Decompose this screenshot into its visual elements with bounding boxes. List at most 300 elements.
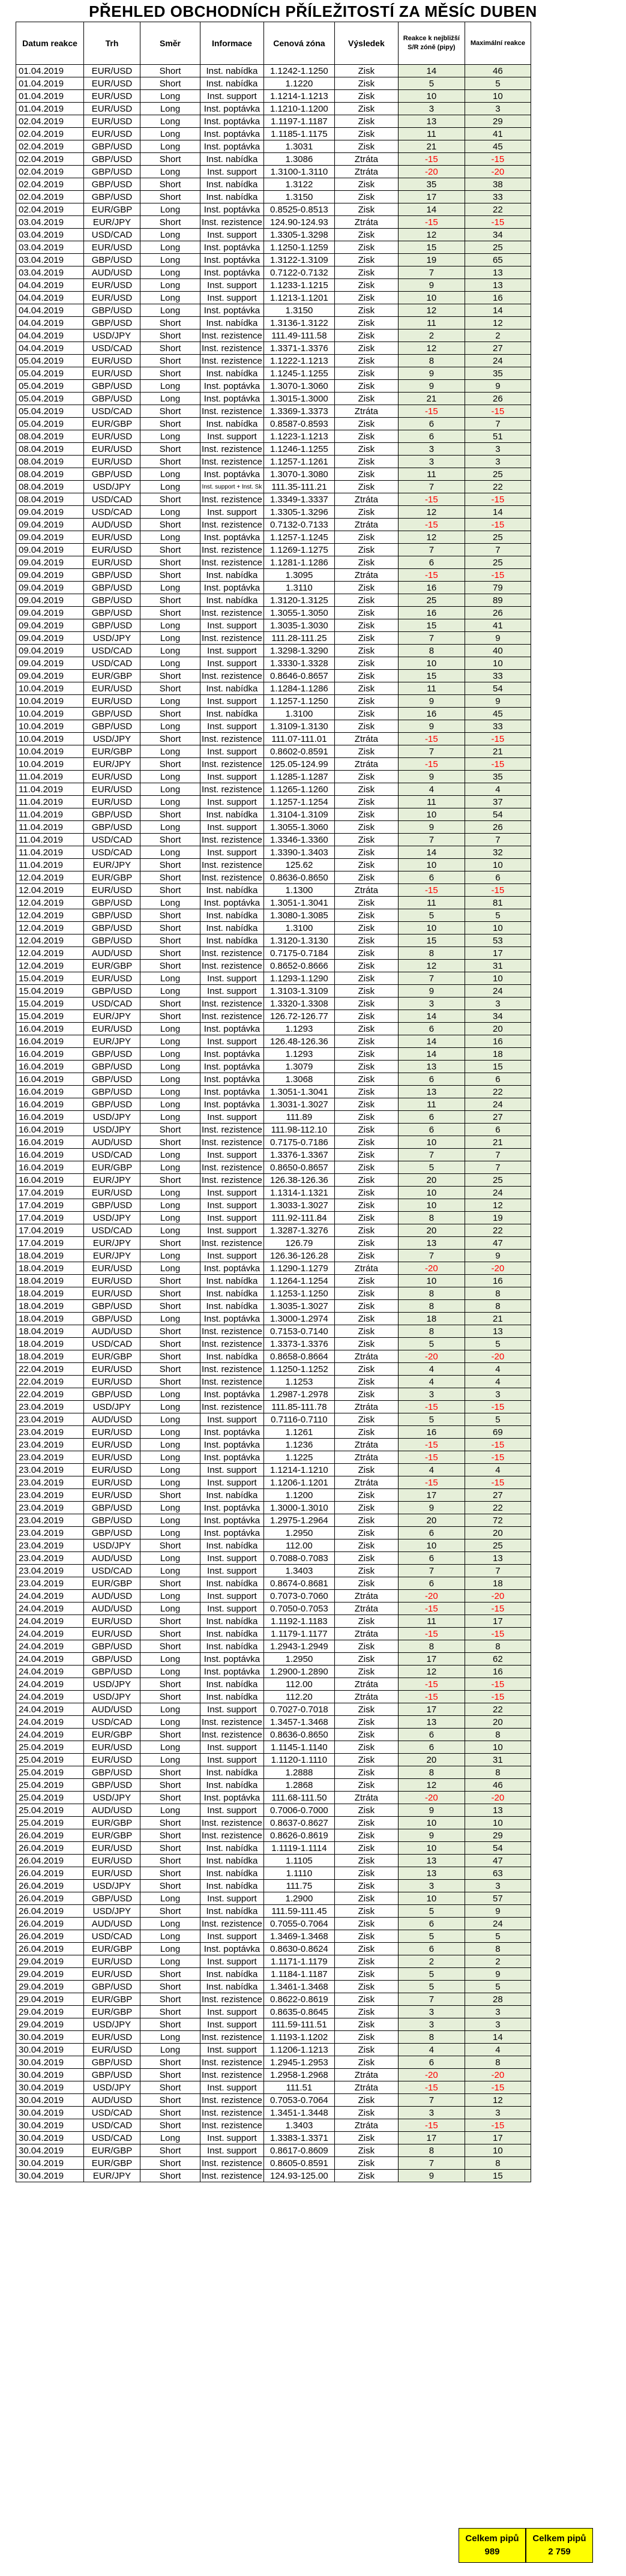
table-row	[16, 241, 531, 254]
cell-direction: Long	[140, 1716, 200, 1729]
cell-market: EUR/USD	[84, 1376, 140, 1388]
cell-date: 26.04.2019	[16, 1930, 84, 1943]
cell-zone: 0.8652-0.8666	[263, 960, 334, 972]
cell-direction: Long	[140, 2132, 200, 2144]
table-row	[16, 2018, 531, 2031]
cell-max-reaction: 4	[465, 783, 531, 796]
cell-max-reaction: 5	[465, 1930, 531, 1943]
cell-market: GBP/USD	[84, 1514, 140, 1527]
table-row	[16, 1287, 531, 1300]
cell-reaction: 7	[398, 2094, 465, 2107]
cell-date: 01.04.2019	[16, 77, 84, 90]
cell-zone: 1.3376-1.3367	[263, 1149, 334, 1161]
cell-market: USD/JPY	[84, 1792, 140, 1804]
table-row	[16, 758, 531, 771]
cell-market: EUR/USD	[84, 1754, 140, 1766]
cell-info: Inst. poptávka	[200, 1086, 264, 1098]
cell-max-reaction: 24	[465, 1187, 531, 1199]
cell-direction: Long	[140, 140, 200, 153]
table-row	[16, 1388, 531, 1401]
cell-result: Zisk	[334, 1199, 398, 1212]
cell-direction: Short	[140, 1829, 200, 1842]
cell-direction: Long	[140, 1527, 200, 1539]
cell-info: Inst. rezistence	[200, 947, 264, 960]
cell-zone: 1.3055-1.3050	[263, 607, 334, 619]
cell-zone: 0.7116-0.7110	[263, 1413, 334, 1426]
cell-reaction: 11	[398, 682, 465, 695]
cell-market: EUR/USD	[84, 1426, 140, 1439]
cell-date: 29.04.2019	[16, 2006, 84, 2018]
cell-market: USD/JPY	[84, 632, 140, 645]
table-row	[16, 393, 531, 405]
cell-direction: Long	[140, 166, 200, 178]
table-row	[16, 1981, 531, 1993]
cell-zone: 1.3120-1.3130	[263, 934, 334, 947]
table-row	[16, 645, 531, 657]
cell-reaction: 11	[398, 128, 465, 140]
cell-direction: Short	[140, 1615, 200, 1628]
cell-date: 25.04.2019	[16, 1792, 84, 1804]
cell-direction: Long	[140, 1048, 200, 1061]
cell-result: Zisk	[334, 998, 398, 1010]
cell-zone: 0.7053-0.7064	[263, 2094, 334, 2107]
cell-result: Zisk	[334, 140, 398, 153]
cell-info: Inst. poptávka	[200, 393, 264, 405]
cell-max-reaction: 8	[465, 1766, 531, 1779]
cell-reaction: 9	[398, 821, 465, 834]
cell-date: 02.04.2019	[16, 166, 84, 178]
cell-direction: Long	[140, 1464, 200, 1476]
cell-direction: Short	[140, 1376, 200, 1388]
table-row	[16, 783, 531, 796]
cell-reaction: 8	[398, 645, 465, 657]
cell-date: 09.04.2019	[16, 531, 84, 544]
cell-reaction: 8	[398, 2031, 465, 2044]
cell-date: 08.04.2019	[16, 468, 84, 481]
cell-result: Zisk	[334, 771, 398, 783]
cell-info: Inst. nabídka	[200, 922, 264, 934]
cell-max-reaction: 13	[465, 1804, 531, 1817]
table-row	[16, 1577, 531, 1590]
cell-zone: 1.1257-1.1254	[263, 796, 334, 808]
cell-max-reaction: 45	[465, 140, 531, 153]
cell-direction: Short	[140, 153, 200, 166]
table-row	[16, 922, 531, 934]
cell-reaction: 20	[398, 1224, 465, 1237]
cell-market: GBP/USD	[84, 821, 140, 834]
cell-result: Zisk	[334, 2094, 398, 2107]
cell-max-reaction: 7	[465, 418, 531, 430]
cell-info: Inst. rezistence	[200, 1338, 264, 1350]
cell-direction: Short	[140, 178, 200, 191]
cell-result: Zisk	[334, 2031, 398, 2044]
cell-market: GBP/USD	[84, 1048, 140, 1061]
cell-reaction: 6	[398, 1111, 465, 1124]
cell-direction: Short	[140, 556, 200, 569]
cell-zone: 1.2943-1.2949	[263, 1640, 334, 1653]
cell-date: 29.04.2019	[16, 1993, 84, 2006]
table-row	[16, 708, 531, 720]
cell-reaction: 6	[398, 418, 465, 430]
cell-date: 17.04.2019	[16, 1237, 84, 1250]
cell-result: Ztráta	[334, 1602, 398, 1615]
cell-date: 29.04.2019	[16, 1981, 84, 1993]
cell-date: 30.04.2019	[16, 2081, 84, 2094]
cell-info: Inst. nabídka	[200, 418, 264, 430]
cell-max-reaction: 25	[465, 556, 531, 569]
cell-zone: 1.3068	[263, 1073, 334, 1086]
table-row	[16, 934, 531, 947]
table-row	[16, 682, 531, 695]
total-max-value: 2 759	[548, 2547, 571, 2557]
table-row	[16, 1804, 531, 1817]
table-row	[16, 1086, 531, 1098]
cell-info: Inst. support	[200, 1413, 264, 1426]
table-row	[16, 481, 531, 493]
cell-info: Inst. poptávka	[200, 254, 264, 266]
cell-market: EUR/USD	[84, 544, 140, 556]
cell-zone: 0.7027-0.7018	[263, 1703, 334, 1716]
cell-reaction: 10	[398, 808, 465, 821]
cell-info: Inst. rezistence	[200, 2119, 264, 2132]
cell-reaction: -15	[398, 493, 465, 506]
cell-reaction: -15	[398, 2081, 465, 2094]
cell-zone: 1.1220	[263, 77, 334, 90]
cell-direction: Short	[140, 960, 200, 972]
cell-max-reaction: 25	[465, 468, 531, 481]
cell-zone: 112.00	[263, 1539, 334, 1552]
cell-direction: Short	[140, 2018, 200, 2031]
cell-date: 09.04.2019	[16, 645, 84, 657]
cell-zone: 124.90-124.93	[263, 216, 334, 229]
table-row	[16, 531, 531, 544]
cell-result: Zisk	[334, 1338, 398, 1350]
cell-zone: 0.8674-0.8681	[263, 1577, 334, 1590]
cell-market: EUR/USD	[84, 241, 140, 254]
cell-market: EUR/JPY	[84, 1237, 140, 1250]
cell-info: Inst. rezistence	[200, 1174, 264, 1187]
cell-direction: Long	[140, 506, 200, 519]
header-direction: Směr	[140, 22, 200, 65]
cell-max-reaction: 27	[465, 1489, 531, 1502]
cell-direction: Long	[140, 304, 200, 317]
cell-info: Inst. poptávka	[200, 1073, 264, 1086]
cell-result: Zisk	[334, 1754, 398, 1766]
cell-reaction: 10	[398, 859, 465, 871]
cell-date: 03.04.2019	[16, 266, 84, 279]
cell-date: 15.04.2019	[16, 985, 84, 998]
cell-zone: 125.05-124.99	[263, 758, 334, 771]
cell-direction: Short	[140, 519, 200, 531]
cell-max-reaction: -20	[465, 2069, 531, 2081]
cell-market: EUR/GBP	[84, 2144, 140, 2157]
table-row	[16, 1880, 531, 1892]
cell-market: USD/CAD	[84, 506, 140, 519]
cell-reaction: 6	[398, 871, 465, 884]
table-row	[16, 430, 531, 443]
cell-info: Inst. nabídka	[200, 1489, 264, 1502]
cell-reaction: 5	[398, 1413, 465, 1426]
cell-date: 09.04.2019	[16, 657, 84, 670]
cell-info: Inst. nabídka	[200, 191, 264, 203]
table-row	[16, 1741, 531, 1754]
cell-direction: Long	[140, 1943, 200, 1955]
cell-date: 30.04.2019	[16, 2144, 84, 2157]
cell-date: 05.04.2019	[16, 418, 84, 430]
cell-market: AUD/USD	[84, 1602, 140, 1615]
cell-direction: Short	[140, 1905, 200, 1918]
cell-date: 04.04.2019	[16, 292, 84, 304]
table-row	[16, 1955, 531, 1968]
table-row	[16, 1250, 531, 1262]
cell-market: USD/JPY	[84, 330, 140, 342]
table-row	[16, 1539, 531, 1552]
cell-date: 22.04.2019	[16, 1363, 84, 1376]
cell-max-reaction: 31	[465, 1754, 531, 1766]
cell-reaction: -15	[398, 405, 465, 418]
cell-date: 24.04.2019	[16, 1628, 84, 1640]
cell-date: 10.04.2019	[16, 682, 84, 695]
cell-date: 05.04.2019	[16, 355, 84, 367]
cell-result: Zisk	[334, 544, 398, 556]
cell-market: EUR/GBP	[84, 2006, 140, 2018]
cell-max-reaction: 25	[465, 531, 531, 544]
cell-info: Inst. support	[200, 1804, 264, 1817]
table-row	[16, 77, 531, 90]
cell-reaction: 4	[398, 2044, 465, 2056]
cell-result: Ztráta	[334, 1792, 398, 1804]
cell-info: Inst. poptávka	[200, 241, 264, 254]
cell-market: GBP/USD	[84, 922, 140, 934]
cell-reaction: 10	[398, 1187, 465, 1199]
cell-info: Inst. nabídka	[200, 808, 264, 821]
cell-date: 23.04.2019	[16, 1489, 84, 1502]
cell-info: Inst. nabídka	[200, 1968, 264, 1981]
table-row	[16, 1464, 531, 1476]
cell-date: 09.04.2019	[16, 632, 84, 645]
cell-direction: Short	[140, 418, 200, 430]
cell-zone: 1.3015-1.3000	[263, 393, 334, 405]
table-row	[16, 1275, 531, 1287]
cell-info: Inst. rezistence	[200, 544, 264, 556]
cell-zone: 1.3305-1.3298	[263, 229, 334, 241]
cell-market: EUR/USD	[84, 77, 140, 90]
cell-date: 24.04.2019	[16, 1602, 84, 1615]
cell-zone: 1.3403	[263, 2119, 334, 2132]
cell-zone: 1.1264-1.1254	[263, 1275, 334, 1287]
table-row	[16, 2132, 531, 2144]
cell-max-reaction: 12	[465, 2094, 531, 2107]
cell-market: AUD/USD	[84, 1552, 140, 1565]
cell-max-reaction: -15	[465, 1628, 531, 1640]
cell-date: 30.04.2019	[16, 2157, 84, 2170]
cell-max-reaction: 79	[465, 582, 531, 594]
cell-reaction: -15	[398, 1439, 465, 1451]
cell-info: Inst. nabídka	[200, 1628, 264, 1640]
cell-market: EUR/GBP	[84, 1729, 140, 1741]
cell-date: 23.04.2019	[16, 1514, 84, 1527]
cell-direction: Short	[140, 834, 200, 846]
table-row	[16, 1943, 531, 1955]
cell-direction: Long	[140, 1212, 200, 1224]
cell-date: 04.04.2019	[16, 342, 84, 355]
cell-info: Inst. poptávka	[200, 1943, 264, 1955]
cell-max-reaction: 14	[465, 2031, 531, 2044]
cell-date: 08.04.2019	[16, 481, 84, 493]
cell-max-reaction: 7	[465, 1565, 531, 1577]
cell-reaction: 10	[398, 1539, 465, 1552]
table-row	[16, 506, 531, 519]
cell-zone: 1.3051-1.3041	[263, 897, 334, 909]
cell-market: GBP/USD	[84, 140, 140, 153]
cell-info: Inst. nabídka	[200, 1287, 264, 1300]
cell-max-reaction: 3	[465, 1388, 531, 1401]
cell-reaction: 4	[398, 783, 465, 796]
table-row	[16, 1691, 531, 1703]
cell-market: GBP/USD	[84, 191, 140, 203]
cell-date: 26.04.2019	[16, 1842, 84, 1855]
cell-date: 23.04.2019	[16, 1502, 84, 1514]
cell-reaction: 3	[398, 456, 465, 468]
cell-reaction: 13	[398, 1716, 465, 1729]
cell-date: 22.04.2019	[16, 1388, 84, 1401]
table-row	[16, 1502, 531, 1514]
cell-market: EUR/GBP	[84, 203, 140, 216]
cell-market: EUR/USD	[84, 103, 140, 115]
cell-direction: Long	[140, 481, 200, 493]
cell-date: 16.04.2019	[16, 1149, 84, 1161]
cell-zone: 1.1284-1.1286	[263, 682, 334, 695]
cell-direction: Short	[140, 934, 200, 947]
table-row	[16, 1098, 531, 1111]
cell-reaction: 4	[398, 1464, 465, 1476]
cell-date: 16.04.2019	[16, 1061, 84, 1073]
cell-reaction: 6	[398, 1943, 465, 1955]
cell-reaction: 12	[398, 960, 465, 972]
cell-zone: 0.7153-0.7140	[263, 1325, 334, 1338]
cell-result: Zisk	[334, 1287, 398, 1300]
cell-info: Inst. rezistence	[200, 607, 264, 619]
table-row	[16, 1653, 531, 1666]
cell-date: 02.04.2019	[16, 140, 84, 153]
cell-info: Inst. rezistence	[200, 2069, 264, 2081]
cell-date: 24.04.2019	[16, 1615, 84, 1628]
cell-info: Inst. poptávka	[200, 897, 264, 909]
cell-info: Inst. support	[200, 796, 264, 808]
cell-info: Inst. support	[200, 166, 264, 178]
cell-result: Zisk	[334, 934, 398, 947]
cell-date: 01.04.2019	[16, 90, 84, 103]
cell-result: Zisk	[334, 128, 398, 140]
cell-reaction: -15	[398, 1602, 465, 1615]
cell-market: EUR/USD	[84, 367, 140, 380]
cell-date: 15.04.2019	[16, 972, 84, 985]
cell-date: 16.04.2019	[16, 1136, 84, 1149]
table-row	[16, 556, 531, 569]
cell-result: Zisk	[334, 1489, 398, 1502]
table-row	[16, 1010, 531, 1023]
cell-max-reaction: 19	[465, 1212, 531, 1224]
cell-info: Inst. support	[200, 292, 264, 304]
cell-market: USD/JPY	[84, 1691, 140, 1703]
cell-result: Zisk	[334, 645, 398, 657]
cell-date: 16.04.2019	[16, 1086, 84, 1098]
cell-market: EUR/GBP	[84, 745, 140, 758]
cell-zone: 1.1184-1.1187	[263, 1968, 334, 1981]
cell-date: 09.04.2019	[16, 556, 84, 569]
cell-zone: 1.1145-1.1140	[263, 1741, 334, 1754]
cell-date: 02.04.2019	[16, 203, 84, 216]
cell-market: GBP/USD	[84, 317, 140, 330]
cell-result: Zisk	[334, 1716, 398, 1729]
cell-result: Zisk	[334, 1640, 398, 1653]
cell-reaction: 17	[398, 1489, 465, 1502]
cell-max-reaction: -15	[465, 216, 531, 229]
cell-reaction: 14	[398, 846, 465, 859]
cell-date: 12.04.2019	[16, 960, 84, 972]
cell-result: Zisk	[334, 972, 398, 985]
cell-direction: Long	[140, 1451, 200, 1464]
table-row	[16, 619, 531, 632]
cell-info: Inst. support	[200, 846, 264, 859]
cell-zone: 1.3287-1.3276	[263, 1224, 334, 1237]
cell-date: 23.04.2019	[16, 1464, 84, 1476]
cell-info: Inst. rezistence	[200, 998, 264, 1010]
cell-max-reaction: 10	[465, 922, 531, 934]
cell-reaction: 6	[398, 430, 465, 443]
cell-reaction: 15	[398, 934, 465, 947]
cell-result: Zisk	[334, 1880, 398, 1892]
cell-zone: 1.1236	[263, 1439, 334, 1451]
table-row	[16, 2069, 531, 2081]
cell-info: Inst. rezistence	[200, 342, 264, 355]
cell-max-reaction: 16	[465, 1035, 531, 1048]
cell-info: Inst. nabídka	[200, 1691, 264, 1703]
cell-result: Zisk	[334, 1250, 398, 1262]
cell-direction: Long	[140, 1439, 200, 1451]
table-row	[16, 2006, 531, 2018]
cell-info: Inst. rezistence	[200, 2094, 264, 2107]
cell-direction: Short	[140, 1010, 200, 1023]
cell-direction: Long	[140, 468, 200, 481]
cell-info: Inst. rezistence	[200, 216, 264, 229]
cell-result: Zisk	[334, 1136, 398, 1149]
cell-market: USD/JPY	[84, 1401, 140, 1413]
cell-direction: Short	[140, 1817, 200, 1829]
cell-date: 08.04.2019	[16, 430, 84, 443]
cell-info: Inst. nabídka	[200, 1678, 264, 1691]
cell-direction: Long	[140, 115, 200, 128]
cell-info: Inst. support	[200, 279, 264, 292]
cell-zone: 1.3122	[263, 178, 334, 191]
table-row	[16, 418, 531, 430]
table-row	[16, 1842, 531, 1855]
cell-result: Zisk	[334, 796, 398, 808]
cell-market: GBP/USD	[84, 708, 140, 720]
cell-result: Zisk	[334, 342, 398, 355]
cell-info: Inst. poptávka	[200, 1426, 264, 1439]
cell-info: Inst. poptávka	[200, 1262, 264, 1275]
cell-max-reaction: 26	[465, 393, 531, 405]
table-row	[16, 745, 531, 758]
cell-direction: Long	[140, 745, 200, 758]
cell-info: Inst. support	[200, 821, 264, 834]
cell-max-reaction: 3	[465, 2006, 531, 2018]
cell-max-reaction: 22	[465, 481, 531, 493]
table-row	[16, 355, 531, 367]
cell-max-reaction: 2	[465, 330, 531, 342]
cell-direction: Short	[140, 909, 200, 922]
